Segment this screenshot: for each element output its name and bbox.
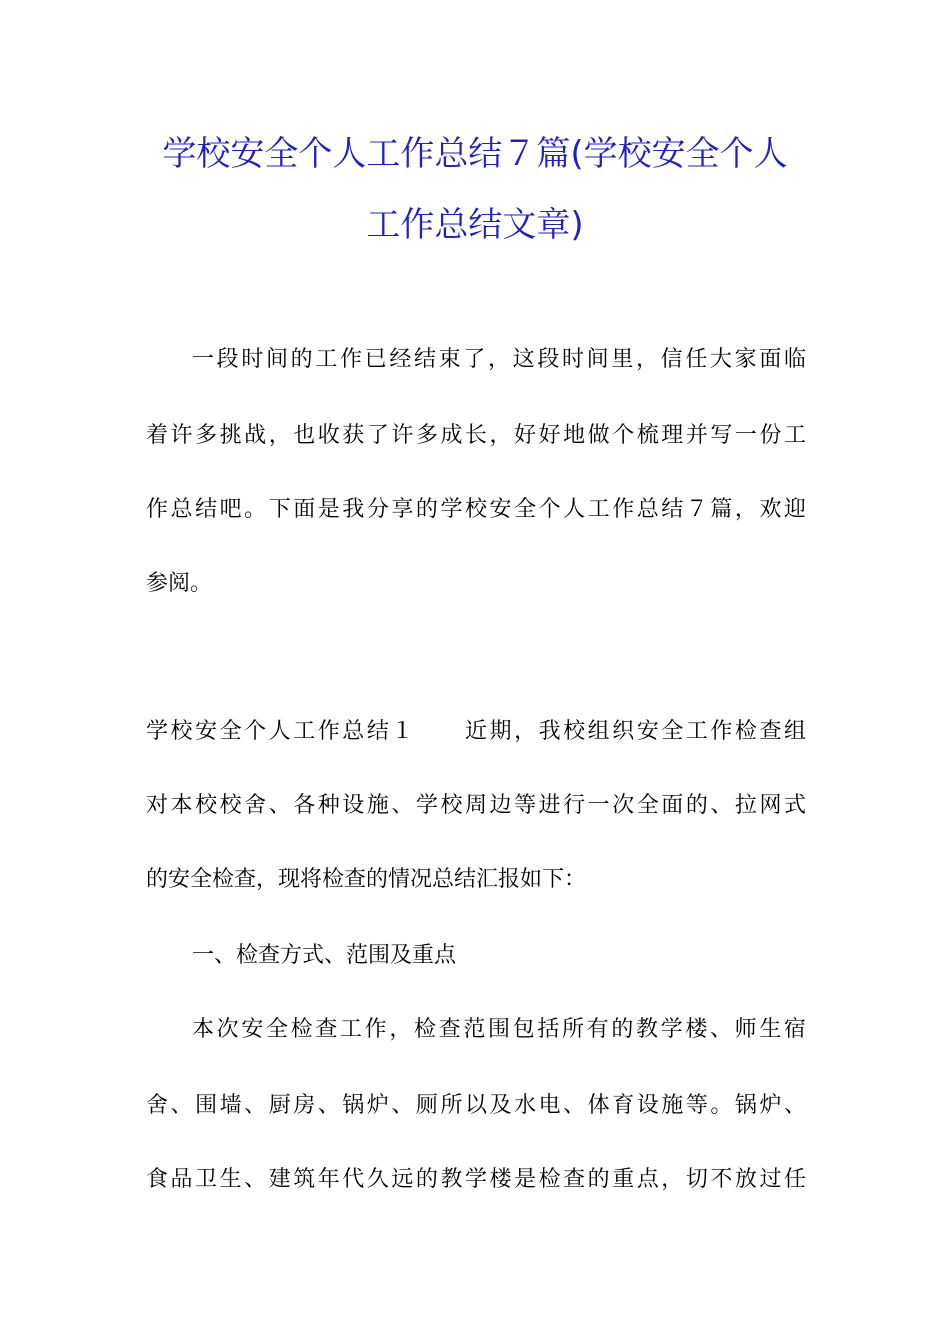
section1-line-1: 学校安全个人工作总结１ 近期，我校组织安全工作检查组 — [146, 719, 806, 744]
para1-line-1: 本次安全检查工作，检查范围包括所有的教学楼、师生宿 — [192, 1017, 806, 1042]
intro-line-2: 着许多挑战，也收获了许多成长，好好地做个梳理并写一份工 — [146, 423, 806, 448]
section1-line-3: 的安全检查，现将检查的情况总结汇报如下： — [146, 867, 587, 892]
intro-line-3: 作总结吧。下面是我分享的学校安全个人工作总结７篇，欢迎 — [146, 497, 806, 522]
intro-line-4: 参阅。 — [146, 571, 213, 596]
document-title-line-2: 工作总结文章) — [366, 205, 584, 245]
document-title-line-1: 学校安全个人工作总结７篇(学校安全个人 — [162, 134, 788, 174]
section-heading-1: 一、检查方式、范围及重点 — [192, 943, 457, 968]
para1-line-2: 舍、围墙、厨房、锅炉、厕所以及水电、体育设施等。锅炉、 — [146, 1093, 806, 1118]
intro-line-1: 一段时间的工作已经结束了，这段时间里，信任大家面临 — [192, 347, 806, 372]
para1-line-3: 食品卫生、建筑年代久远的教学楼是检查的重点，切不放过任 — [146, 1167, 806, 1192]
section1-line-2: 对本校校舍、各种设施、学校周边等进行一次全面的、拉网式 — [146, 793, 806, 818]
